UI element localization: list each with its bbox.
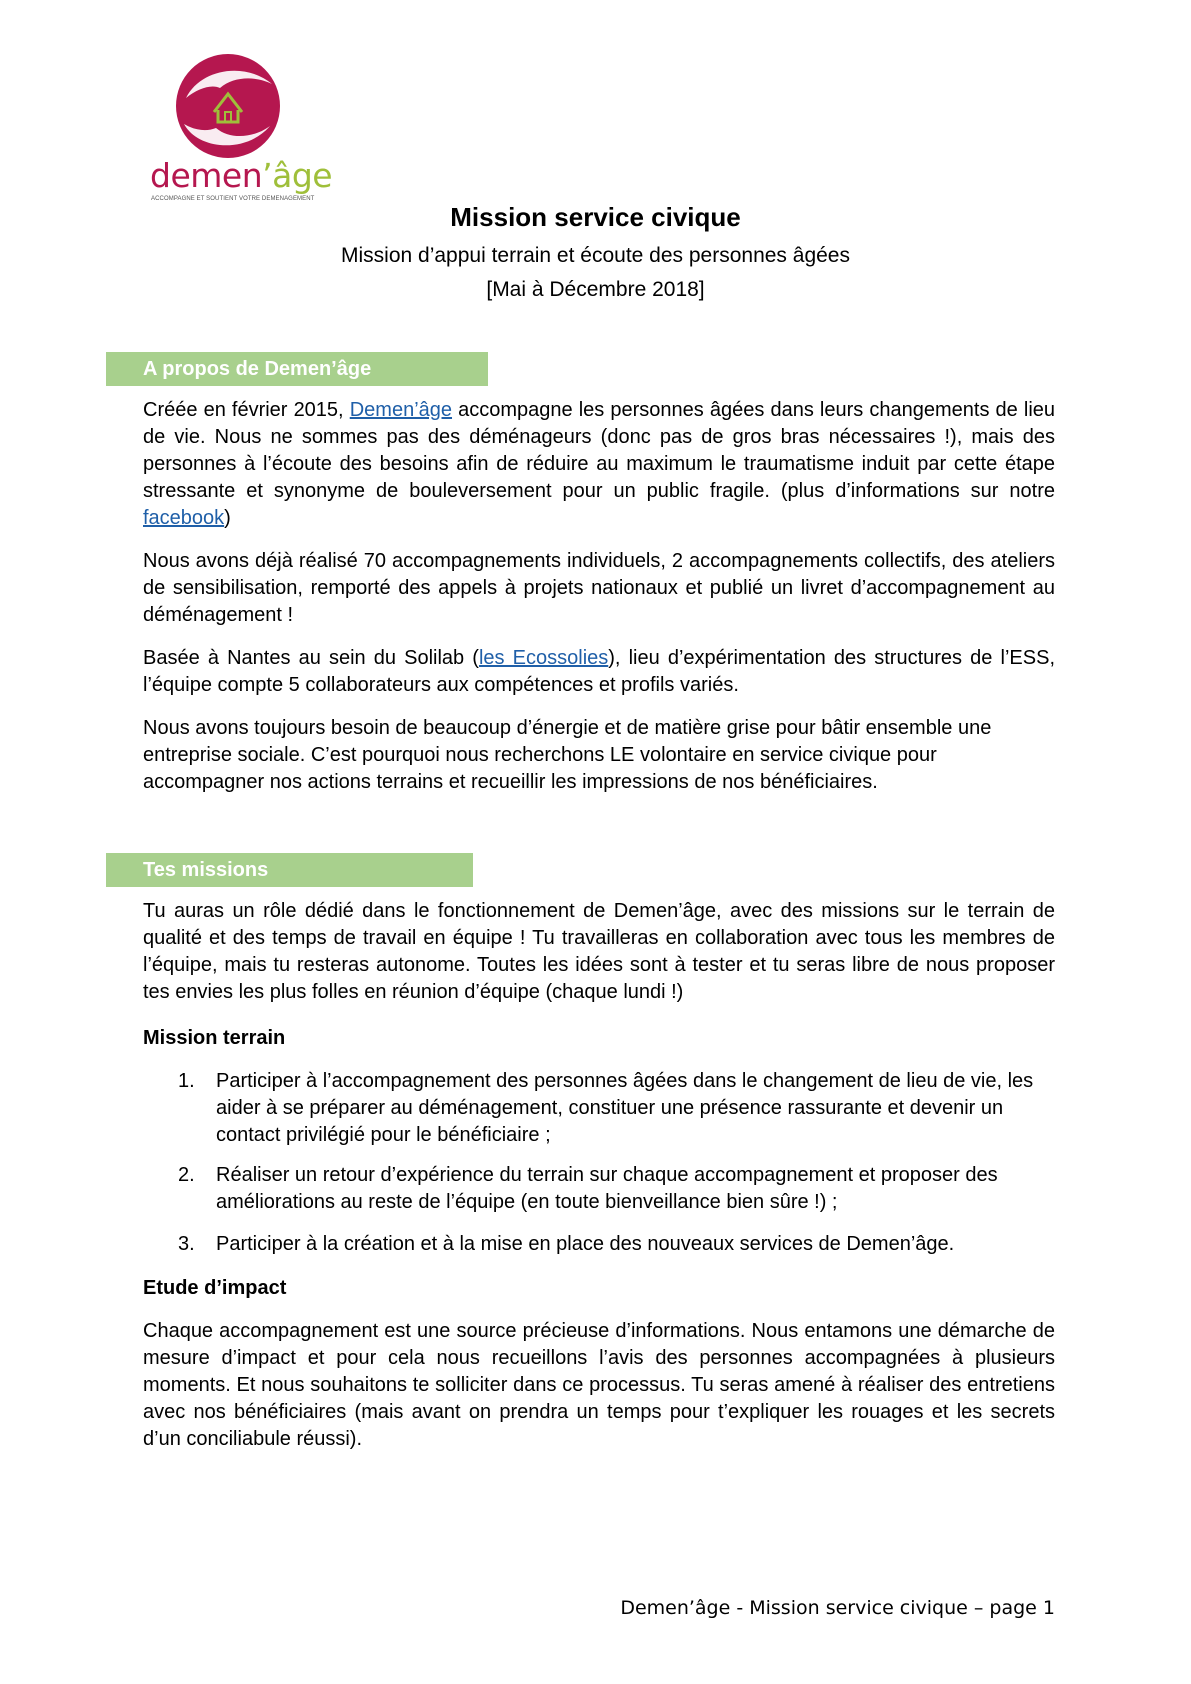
about-paragraph-1: Créée en février 2015, Demen’âge accompagne les personnes âgées dans leurs changements de lieu de vie. Nous ne sommes pas des déménageurs (donc pas de gros bras nécessaires !), mais des personnes à l’écoute des besoins afin de réduire au maximum le traumatisme induit par cette étape stressante et synonyme de bouleversement pour un public fragile. (plus d’informations sur notre facebook)	[143, 399, 1056, 529]
facebook-link[interactable]: facebook	[143, 507, 225, 529]
section-heading-tes-missions: Tes missions	[106, 853, 473, 887]
page-subtitle: Mission d’appui terrain et écoute des personnes âgées	[341, 244, 850, 267]
list-item: 2. Réaliser un retour d’expérience du terrain sur chaque accompagnement et proposer des améliorations au reste de l’équipe (en toute bienveillance bien sûre !) ;	[178, 1164, 998, 1213]
hands-house-icon	[176, 54, 280, 158]
logo-tagline: ACCOMPAGNE ET SOUTIENT VOTRE DEMENAGEMENT	[151, 196, 315, 202]
ecossolies-link[interactable]: les Ecossolies	[478, 647, 609, 669]
page-footer: Demen’âge - Mission service civique – page 1	[620, 1597, 1055, 1619]
etude-impact-paragraph: Chaque accompagnement est une source précieuse d’informations. Nous entamons une démarche de mesure d’impact et pour cela nous recueillons l’avis des personnes accompagnées à plusieurs moments. Et nous souhaitons te solliciter dans ce processus. Tu seras amené à réaliser des entretiens avec nos bénéficiaires (mais avant on prendra un temps pour t’expliquer les rouages et les secrets d’un conciliabule réussi).	[143, 1320, 1055, 1450]
mission-dates: [Mai à Décembre 2018]	[486, 278, 705, 301]
brand-logo	[150, 54, 333, 204]
about-paragraph-2: Nous avons déjà réalisé 70 accompagnements individuels, 2 accompagnements collectifs, des ateliers de sensibilisation, remporté des appels à projets nationaux et publié un livret d’accompagnement au déménagement !	[143, 550, 1055, 626]
section-heading-a-propos: A propos de Demen’âge	[106, 352, 488, 386]
logo-wordmark: demen’âge	[150, 156, 333, 195]
list-item: 3. Participer à la création et à la mise en place des nouveaux services de Demen’âge.	[178, 1233, 955, 1255]
about-paragraph-3: Basée à Nantes au sein du Solilab (les Ecossolies), lieu d’expérimentation des structures de l’ESS, l’équipe compte 5 collaborateurs aux compétences et profils variés.	[143, 647, 1055, 696]
logo-emblem	[176, 54, 280, 158]
about-paragraph-4: Nous avons toujours besoin de beaucoup d’énergie et de matière grise pour bâtir ensemble une entreprise sociale. C’est pourquoi nous recherchons LE volontaire en service civique pour accompagner nos actions terrains et recueillir les impressions de nos bénéficiaires.	[143, 717, 992, 793]
missions-intro: Tu auras un rôle dédié dans le fonctionnement de Demen’âge, avec des missions sur le terrain de qualité et des temps de travail en équipe ! Tu travailleras en collaboration avec tous les membres de l’équipe, mais tu resteras autonome. Toutes les idées sont à tester et tu seras libre de nous proposer tes envies les plus folles en réunion d’équipe (chaque lundi !)	[143, 900, 1055, 1003]
list-item: 1. Participer à l’accompagnement des personnes âgées dans le changement de lieu de vie, les aider à se préparer au déménagement, constituer une présence rassurante et devenir un contact privilégié pour le bénéficiaire ;	[178, 1070, 1034, 1146]
mission-terrain-heading: Mission terrain	[143, 1027, 286, 1049]
page-title: Mission service civique	[450, 202, 741, 232]
etude-impact-heading: Etude d’impact	[143, 1277, 287, 1299]
demenage-link[interactable]: Demen’âge	[349, 399, 453, 421]
